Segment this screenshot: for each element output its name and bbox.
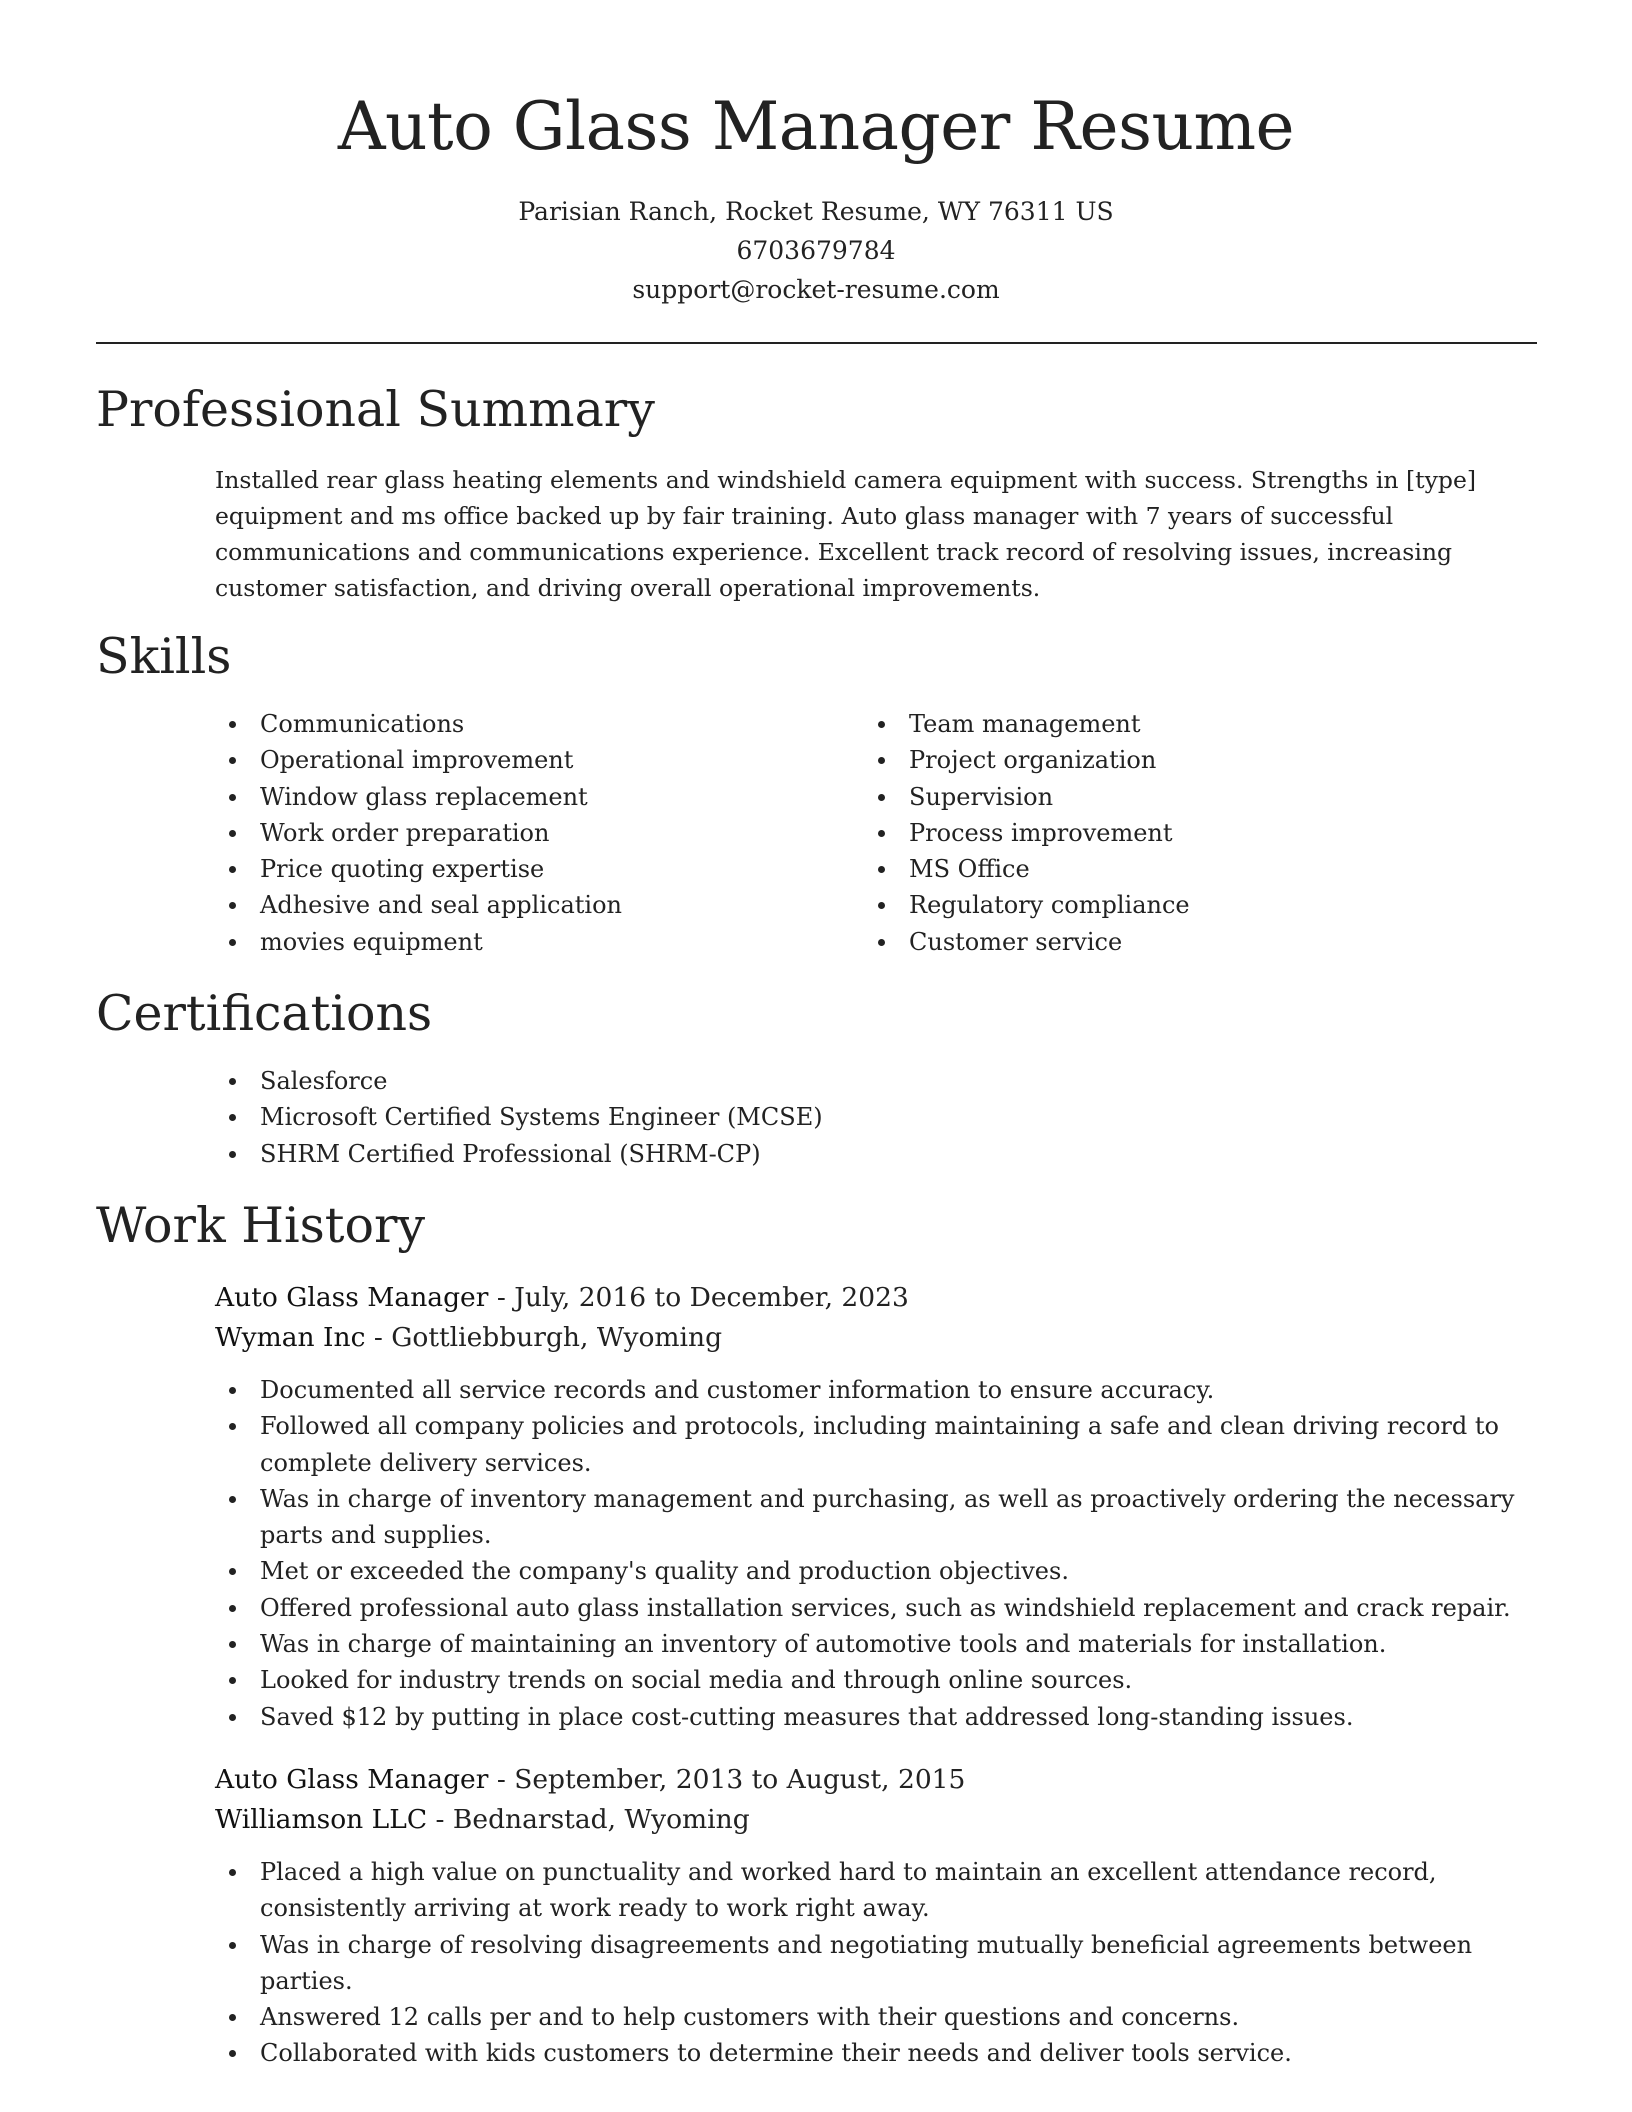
job-title: Auto Glass Manager xyxy=(215,1764,489,1795)
job-company: Wyman Inc xyxy=(215,1322,366,1353)
list-item: Regulatory compliance xyxy=(864,887,1484,923)
list-item: Salesforce xyxy=(215,1063,1515,1099)
section-title-certifications: Certifications xyxy=(96,985,433,1042)
list-item: Customer service xyxy=(864,924,1484,960)
job-title: Auto Glass Manager xyxy=(215,1282,489,1313)
job-location: - Bednarstad, Wyoming xyxy=(427,1804,750,1835)
job-company: Williamson LLC xyxy=(215,1804,428,1835)
job-company-line xyxy=(215,1800,750,1840)
contact-address: Parisian Ranch, Rocket Resume, WY 76311 US xyxy=(518,197,1114,226)
list-item: Was in charge of inventory management and purchasing, as well as proactively ordering the necessary parts and supplies. xyxy=(215,1481,1515,1554)
job-title-line xyxy=(215,1760,965,1800)
job-title-line xyxy=(215,1278,909,1318)
list-item: Placed a high value on punctuality and worked hard to maintain an excellent attendance record, consistently arriving at work ready to work right away. xyxy=(215,1854,1515,1927)
section-title-skills: Skills xyxy=(96,628,232,685)
list-item: MS Office xyxy=(864,851,1484,887)
job-company-line xyxy=(215,1318,722,1358)
section-title-work-history: Work History xyxy=(96,1197,426,1254)
contact-block xyxy=(0,192,1632,309)
list-item: Team management xyxy=(864,706,1484,742)
job-bullets xyxy=(215,1372,1515,1735)
list-item: Microsoft Certified Systems Engineer (MCSE) xyxy=(215,1099,1515,1135)
list-item: Offered professional auto glass installation services, such as windshield replacement and crack repair. xyxy=(215,1590,1515,1626)
job-dates: - July, 2016 to December, 2023 xyxy=(488,1282,909,1313)
job-dates: - September, 2013 to August, 2015 xyxy=(488,1764,966,1795)
header-divider xyxy=(96,342,1537,344)
list-item: Work order preparation xyxy=(215,815,835,851)
list-item: Adhesive and seal application xyxy=(215,887,835,923)
job-location: - Gottliebburgh, Wyoming xyxy=(365,1322,723,1353)
summary-text: Installed rear glass heating elements and windshield camera equipment with success. Strengths in [type] equipment and ms office backed up by fair training. Auto glass manager with 7 years of successful communications and communications experience. Excellent track record of resolving issues, increasing customer satisfaction, and driving overall operational improvements. xyxy=(215,466,1477,602)
list-item: Process improvement xyxy=(864,815,1484,851)
section-title-summary: Professional Summary xyxy=(96,381,655,438)
skills-list-right xyxy=(864,706,1484,960)
certifications-list xyxy=(215,1063,1515,1172)
resume-title: Auto Glass Manager Resume xyxy=(337,88,1295,165)
contact-phone: 6703679784 xyxy=(736,236,896,265)
list-item: Looked for industry trends on social media and through online sources. xyxy=(215,1662,1515,1698)
list-item: Saved $12 by putting in place cost-cutting measures that addressed long-standing issues. xyxy=(215,1699,1515,1735)
contact-email: support@rocket-resume.com xyxy=(632,275,1000,304)
job-bullets xyxy=(215,1854,1515,2072)
list-item: Was in charge of resolving disagreements and negotiating mutually beneficial agreements between parties. xyxy=(215,1927,1515,2000)
list-item: Operational improvement xyxy=(215,742,835,778)
list-item: Documented all service records and customer information to ensure accuracy. xyxy=(215,1372,1515,1408)
list-item: movies equipment xyxy=(215,924,835,960)
list-item: Price quoting expertise xyxy=(215,851,835,887)
skills-list-left xyxy=(215,706,835,960)
list-item: SHRM Certified Professional (SHRM-CP) xyxy=(215,1136,1515,1172)
list-item: Window glass replacement xyxy=(215,779,835,815)
list-item: Followed all company policies and protocols, including maintaining a safe and clean driving record to complete delivery services. xyxy=(215,1408,1515,1481)
list-item: Communications xyxy=(215,706,835,742)
list-item: Met or exceeded the company's quality and production objectives. xyxy=(215,1553,1515,1589)
list-item: Was in charge of maintaining an inventory of automotive tools and materials for installation. xyxy=(215,1626,1515,1662)
list-item: Project organization xyxy=(864,742,1484,778)
list-item: Collaborated with kids customers to determine their needs and deliver tools service. xyxy=(215,2035,1515,2071)
list-item: Answered 12 calls per and to help customers with their questions and concerns. xyxy=(215,1999,1515,2035)
list-item: Supervision xyxy=(864,779,1484,815)
